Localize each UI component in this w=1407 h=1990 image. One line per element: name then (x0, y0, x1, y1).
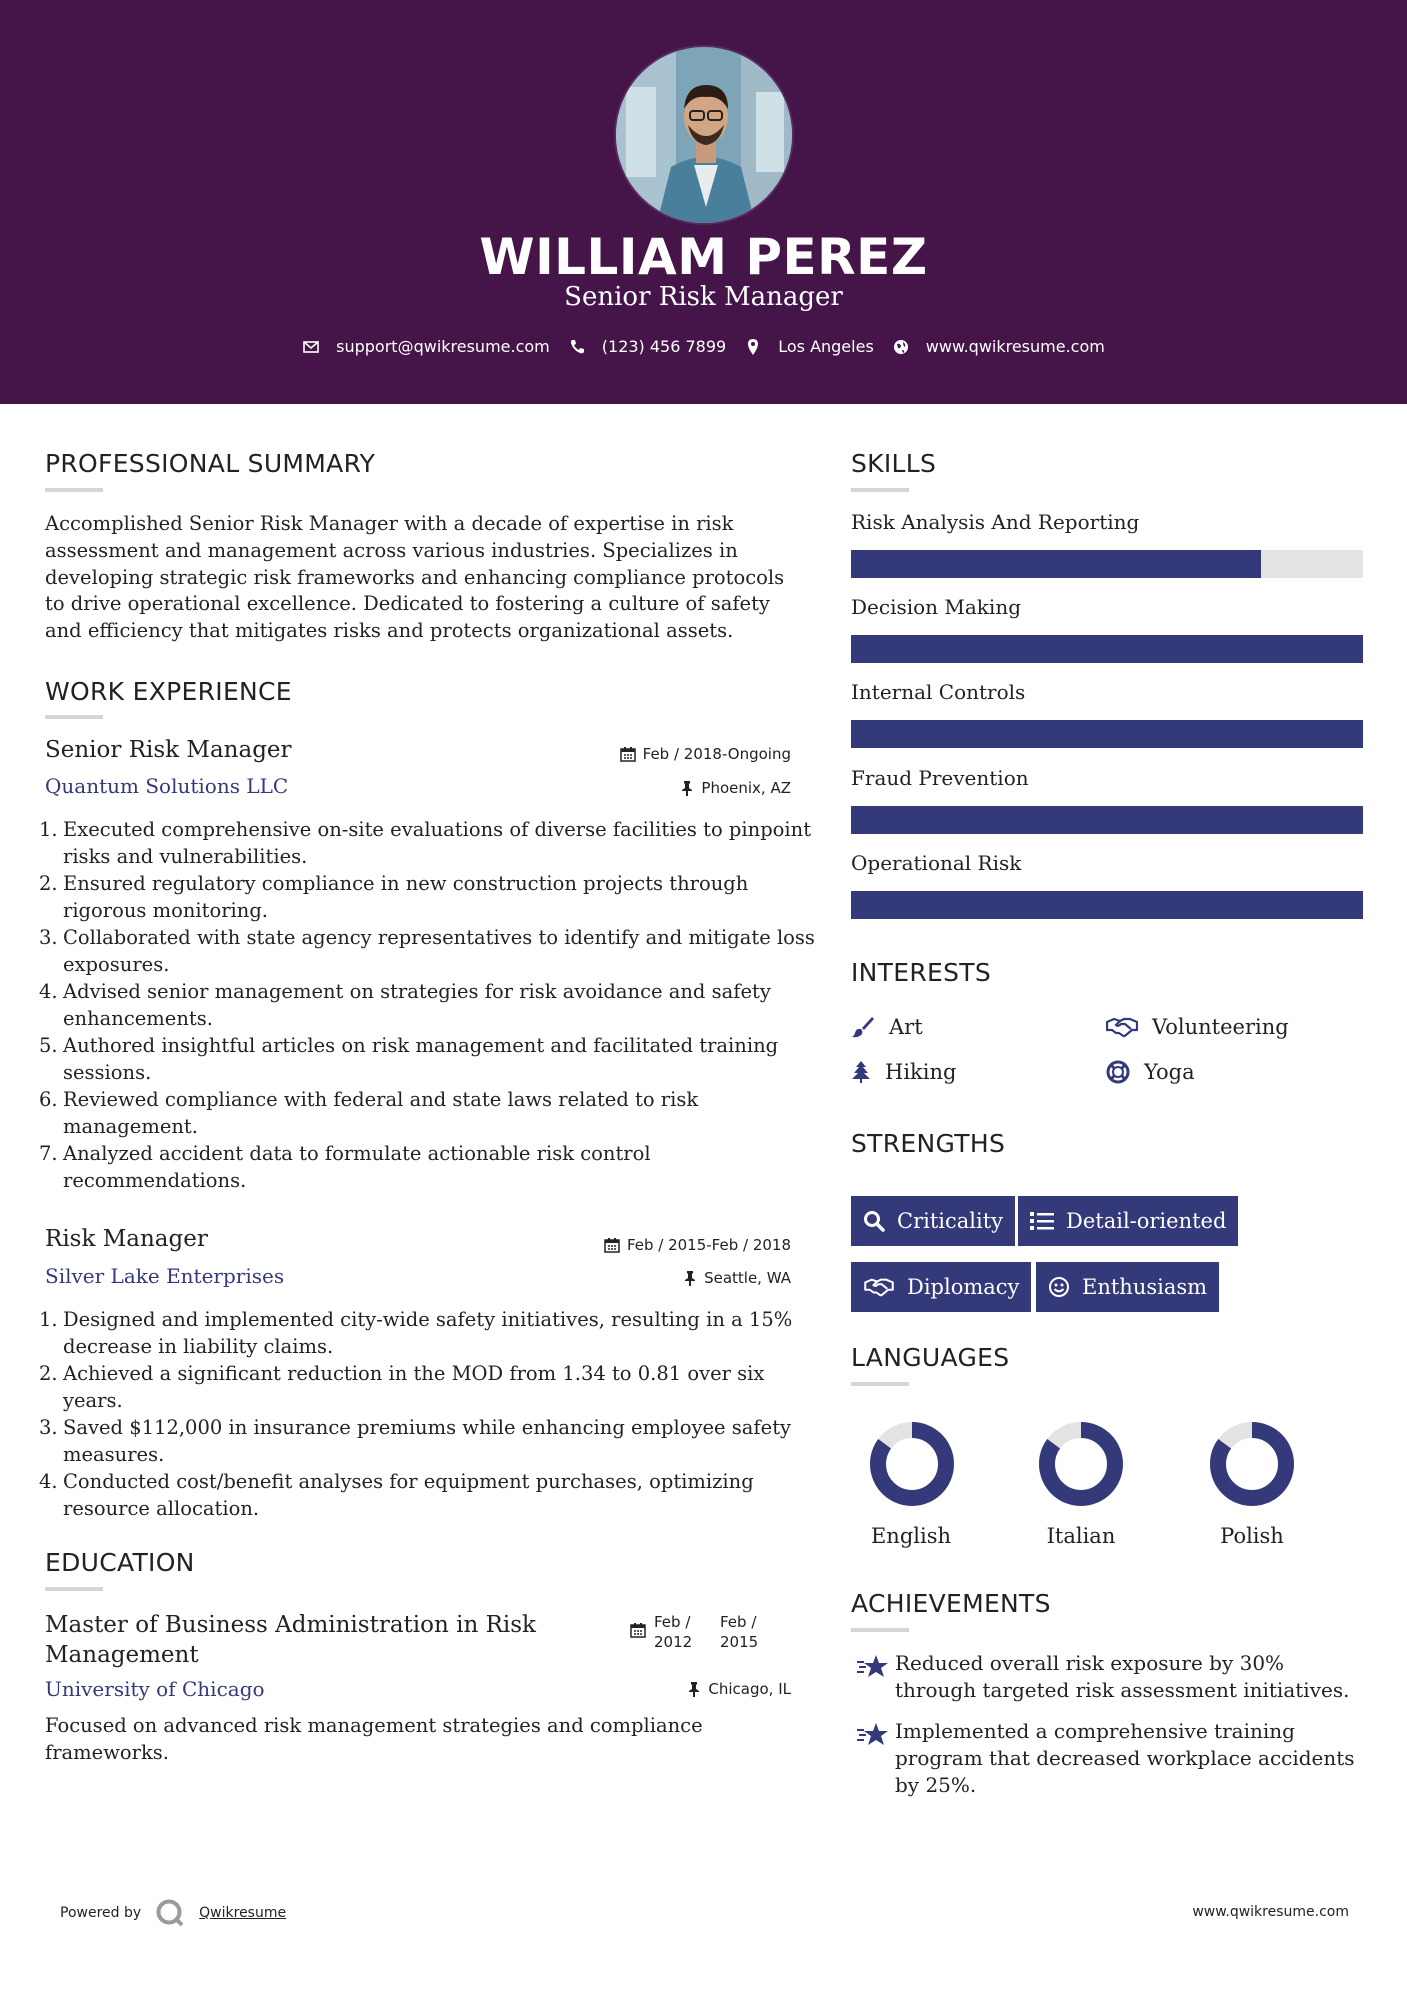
candidate-name: WILLIAM PEREZ (479, 228, 928, 286)
list-icon (1030, 1211, 1054, 1231)
skill-name: Fraud Prevention (851, 766, 1029, 790)
globe-icon (892, 338, 910, 356)
strength-badge (1036, 1262, 1219, 1312)
achievements-heading-rule (851, 1628, 909, 1632)
search-icon (863, 1210, 885, 1232)
job-duties-list (39, 816, 815, 1194)
powered-by-label: Powered by (60, 1905, 142, 1921)
summary-heading: PROFESSIONAL SUMMARY (45, 449, 376, 478)
footer-website[interactable]: www.qwikresume.com (1192, 1904, 1349, 1920)
strength-badge (1018, 1196, 1238, 1246)
duty-text: Collaborated with state agency representatives to identify and mitigate loss exposures. (63, 926, 815, 976)
duty-text: Saved $112,000 in insurance premiums while enhancing employee safety measures. (63, 1416, 792, 1466)
pushpin-icon (680, 780, 694, 796)
education-location (687, 1680, 791, 1698)
list-item: 1. Executed comprehensive on-site evaluations of diverse facilities to pinpoint risks and vulnerabilities. (39, 818, 812, 868)
award-star-icon (851, 1654, 895, 1680)
skill-bar (851, 720, 1363, 748)
job-title: Risk Manager (45, 1226, 208, 1252)
interest-volunteering (1106, 1015, 1289, 1039)
skills-heading-rule (851, 488, 909, 492)
handshake-icon (863, 1276, 895, 1298)
education-heading: EDUCATION (45, 1548, 195, 1577)
lifebuoy-icon (1106, 1060, 1130, 1084)
brand-link[interactable]: Qwikresume (199, 1905, 287, 1921)
list-item: 2. Ensured regulatory compliance in new construction projects through rigorous monitoring. (39, 872, 749, 922)
job-dates (604, 1236, 791, 1254)
phone-icon (568, 338, 586, 356)
contact-website[interactable] (892, 337, 1105, 356)
list-item: 3. Saved $112,000 in insurance premiums while enhancing employee safety measures. (39, 1416, 792, 1466)
pushpin-icon (683, 1270, 697, 1286)
job-location-text: Phoenix, AZ (701, 779, 791, 797)
skill-name: Decision Making (851, 595, 1022, 619)
company-name: Quantum Solutions LLC (45, 774, 289, 798)
education-description: Focused on advanced risk management strategies and compliance frameworks. (45, 1714, 703, 1764)
resume-header (0, 0, 1407, 404)
job-location (680, 779, 791, 797)
paintbrush-icon (851, 1015, 875, 1039)
interests-heading: INTERESTS (851, 958, 992, 987)
duty-text: Analyzed accident data to formulate actionable risk control recommendations. (63, 1142, 651, 1192)
duty-text: Achieved a significant reduction in the MOD from 1.34 to 0.81 over six years. (63, 1362, 765, 1412)
contact-website-text: www.qwikresume.com (925, 337, 1105, 356)
calendar-icon (620, 746, 636, 762)
skill-bar (851, 891, 1363, 919)
duty-text: Ensured regulatory compliance in new construction projects through rigorous monitoring. (63, 872, 749, 922)
job-location (683, 1269, 791, 1287)
strength-badge (851, 1196, 1015, 1246)
strength-badge (851, 1262, 1031, 1312)
duty-text: Designed and implemented city-wide safety initiatives, resulting in a 15% decrease in liability claims. (63, 1308, 793, 1358)
footer-branding (60, 1898, 286, 1928)
interest-hiking (851, 1060, 956, 1084)
language-donut (1208, 1420, 1296, 1508)
skill-bar (851, 550, 1363, 578)
language-donut (1037, 1420, 1125, 1508)
skill-bar-fill (851, 891, 1363, 919)
strength-label: Criticality (897, 1209, 1003, 1233)
strengths-heading: STRENGTHS (851, 1129, 1006, 1158)
languages-heading: LANGUAGES (851, 1343, 1010, 1372)
language-label: Italian (1046, 1524, 1116, 1548)
summary-text: Accomplished Senior Risk Manager with a decade of expertise in risk assessment and management across various industries. Specializes in developing strategic risk frameworks and enhancing compliance protocols to drive operational excellence. Dedicated to fostering a culture of safety and efficiency that mitigates risks and protects organizational assets. (45, 512, 785, 643)
tree-icon (851, 1060, 871, 1084)
contact-location (744, 337, 874, 356)
education-location-text: Chicago, IL (708, 1680, 791, 1698)
handshake-icon (1106, 1015, 1138, 1039)
duty-text: Authored insightful articles on risk management and facilitated training sessions. (63, 1034, 779, 1084)
skill-name: Risk Analysis And Reporting (851, 510, 1140, 534)
candidate-title: Senior Risk Manager (564, 282, 843, 312)
achievement-item (851, 1650, 1371, 1704)
job-title: Senior Risk Manager (45, 737, 292, 763)
degree-title: Master of Business Administration in Risk Management (45, 1612, 536, 1668)
language-label: Polish (1220, 1524, 1284, 1548)
duty-text: Executed comprehensive on-site evaluations of diverse facilities to pinpoint risks and vulnerabilities. (63, 818, 812, 868)
education-heading-rule (45, 1587, 103, 1591)
profile-photo (616, 47, 794, 225)
interest-yoga (1106, 1060, 1195, 1084)
calendar-icon (630, 1622, 646, 1638)
qwikresume-logo-icon (155, 1898, 185, 1928)
skills-heading: SKILLS (851, 449, 937, 478)
award-star-icon (851, 1722, 895, 1748)
list-item: 5. Authored insightful articles on risk management and facilitated training sessions. (39, 1034, 779, 1084)
interest-label: Yoga (1144, 1060, 1195, 1084)
skill-bar-fill (851, 720, 1363, 748)
education-dates (630, 1612, 776, 1652)
interest-label: Art (889, 1015, 923, 1039)
contact-email[interactable] (302, 337, 550, 356)
list-item: 4. Conducted cost/benefit analyses for equipment purchases, optimizing resource allocation. (39, 1470, 754, 1520)
duty-text: Conducted cost/benefit analyses for equipment purchases, optimizing resource allocation. (63, 1470, 754, 1520)
strength-label: Detail-oriented (1066, 1209, 1227, 1233)
experience-heading: WORK EXPERIENCE (45, 677, 292, 706)
interest-label: Volunteering (1152, 1015, 1289, 1039)
strength-label: Diplomacy (907, 1275, 1020, 1299)
skill-bar (851, 806, 1363, 834)
experience-heading-rule (45, 715, 103, 719)
list-item: 2. Achieved a significant reduction in the MOD from 1.34 to 0.81 over six years. (39, 1362, 765, 1412)
job-dates-text: Feb / 2015-Feb / 2018 (626, 1236, 791, 1254)
contact-location-text: Los Angeles (778, 337, 874, 356)
language-label: English (870, 1524, 952, 1548)
list-item: 4. Advised senior management on strategies for risk avoidance and safety enhancements. (39, 980, 771, 1030)
summary-heading-rule (45, 488, 103, 492)
contact-phone[interactable] (568, 337, 726, 356)
achievement-text: Reduced overall risk exposure by 30% through targeted risk assessment initiatives. (895, 1651, 1350, 1702)
strength-label: Enthusiasm (1082, 1275, 1208, 1299)
skill-bar-fill (851, 635, 1363, 663)
school-name: University of Chicago (45, 1677, 265, 1701)
avatar (614, 45, 794, 225)
education-start: Feb / 2012 (654, 1613, 693, 1651)
contact-phone-text: (123) 456 7899 (601, 337, 727, 356)
achievements-heading: ACHIEVEMENTS (851, 1589, 1051, 1618)
list-item: 6. Reviewed compliance with federal and state laws related to risk management. (39, 1088, 699, 1138)
languages-heading-rule (851, 1382, 909, 1386)
skill-name: Operational Risk (851, 851, 1022, 875)
envelope-icon (302, 338, 320, 356)
job-duties-list (39, 1306, 815, 1522)
duty-text: Advised senior management on strategies for risk avoidance and safety enhancements. (63, 980, 771, 1030)
skill-bar-fill (851, 806, 1363, 834)
company-name: Silver Lake Enterprises (45, 1264, 285, 1288)
job-location-text: Seattle, WA (704, 1269, 791, 1287)
smile-icon (1048, 1276, 1070, 1298)
list-item: 1. Designed and implemented city-wide safety initiatives, resulting in a 15% decrease in liability claims. (39, 1308, 793, 1358)
interest-label: Hiking (885, 1060, 957, 1084)
interest-art (851, 1015, 923, 1039)
job-dates (620, 745, 791, 763)
education-end: Feb / 2015 (720, 1613, 759, 1651)
achievement-text: Implemented a comprehensive training program that decreased workplace accidents by 25%. (895, 1719, 1355, 1797)
achievement-item (851, 1718, 1371, 1799)
contact-bar (0, 337, 1407, 356)
map-marker-icon (744, 338, 762, 356)
calendar-icon (604, 1237, 620, 1253)
duty-text: Reviewed compliance with federal and state laws related to risk management. (63, 1088, 699, 1138)
language-donut (868, 1420, 956, 1508)
contact-email-text: support@qwikresume.com (336, 337, 550, 356)
skill-bar-fill (851, 550, 1261, 578)
skill-name: Internal Controls (851, 680, 1026, 704)
job-dates-text: Feb / 2018-Ongoing (642, 745, 791, 763)
pushpin-icon (687, 1681, 701, 1697)
list-item: 3. Collaborated with state agency representatives to identify and mitigate loss exposures. (39, 926, 815, 976)
skill-bar (851, 635, 1363, 663)
list-item: 7. Analyzed accident data to formulate actionable risk control recommendations. (39, 1142, 651, 1192)
